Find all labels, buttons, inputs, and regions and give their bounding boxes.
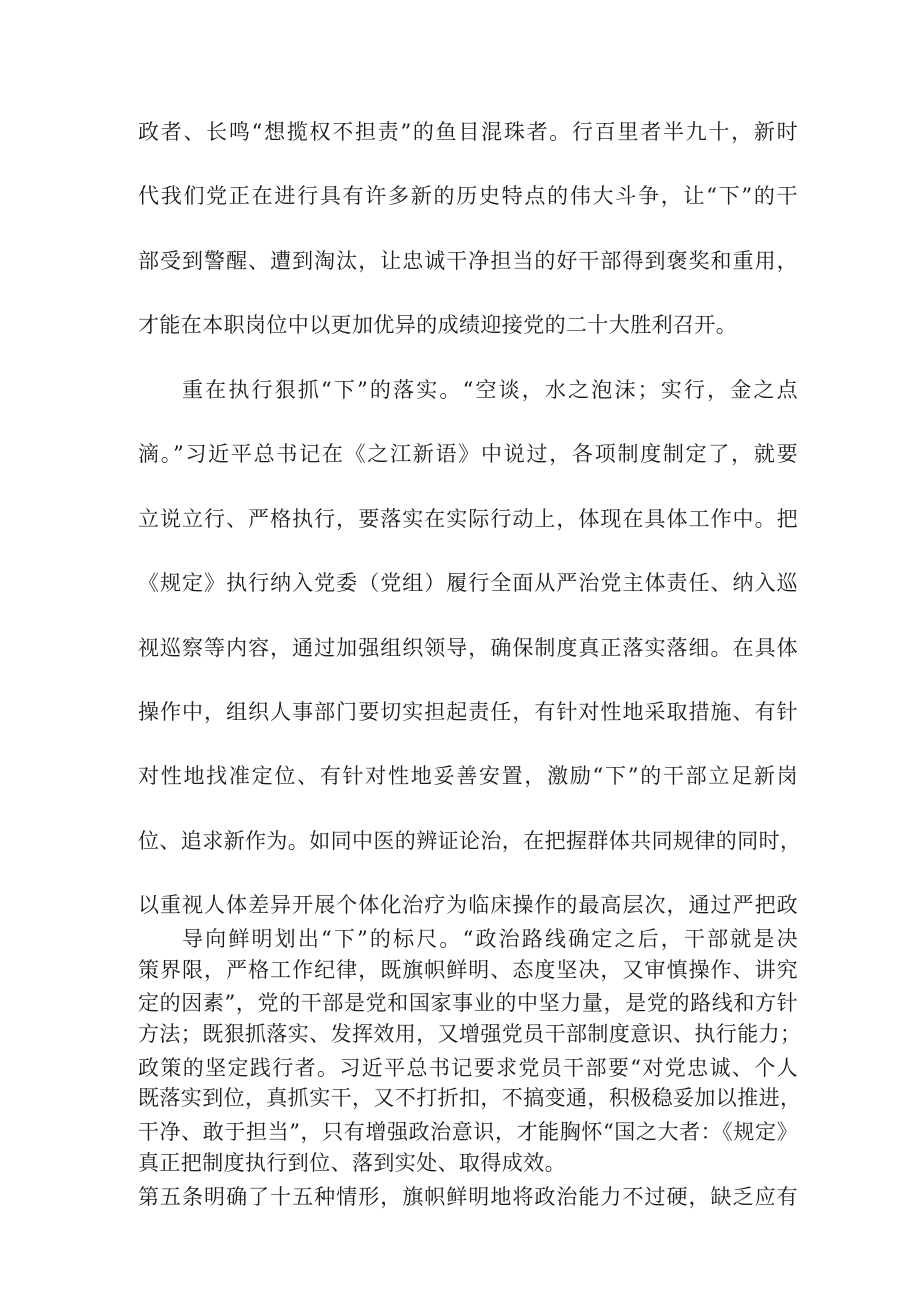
text-line: 导向鲜明划出“下”的标尺。“政治路线确定之后，干部就是决 — [182, 927, 798, 951]
text-line: 重在执行狠抓“下”的落实。“空谈，水之泡沫；实行，金之点 — [182, 378, 798, 402]
text-line: 操作中，组织人事部门要切实担起责任，有针对性地采取措施、有针 — [138, 699, 798, 724]
text-line: 立说立行、严格执行，要落实在实际行动上，体现在具体工作中。把 — [138, 506, 798, 531]
text-line: 政策的坚定践行者。习近平总书记要求党员干部要“对党忠诚、个人 — [138, 1055, 798, 1080]
text-line: 滴。”习近平总书记在《之江新语》中说过，各项制度制定了，就要 — [138, 442, 798, 467]
text-line: 代我们党正在进行具有许多新的历史特点的伟大斗争，让“下”的干 — [138, 184, 798, 209]
text-line: 对性地找准定位、有针对性地妥善安置，激励“下”的干部立足新岗 — [138, 764, 798, 789]
paragraph-1 — [138, 112, 798, 370]
text-line: 定的因素”，党的干部是党和国家事业的中坚力量，是党的路线和方针 — [138, 991, 798, 1016]
text-line: 《规定》执行纳入党委（党组）履行全面从严治党主体责任、纳入巡 — [138, 571, 798, 596]
text-line: 政者、长鸣“想揽权不担责”的鱼目混珠者。行百里者半九十，新时 — [138, 120, 798, 144]
text-line: 真正把制度执行到位、落到实处、取得成效。 — [138, 1150, 566, 1175]
text-line: 部受到警醒、遭到淘汰，让忠诚干净担当的好干部得到褒奖和重用， — [138, 248, 798, 273]
text-line: 位、追求新作为。如同中医的辨证论治，在把握群体共同规律的同时， — [138, 828, 802, 853]
text-line: 视巡察等内容，通过加强组织领导，确保制度真正落实落细。在具体 — [138, 635, 798, 660]
text-line: 第五条明确了十五种情形，旗帜鲜明地将政治能力不过硬，缺乏应有 — [138, 1184, 798, 1209]
paragraph-3 — [138, 919, 802, 1241]
text-line: 既落实到位，真抓实干，又不打折扣，不搞变通，积极稳妥加以推进， — [138, 1086, 802, 1111]
text-line: 策界限，严格工作纪律，既旗帜鲜明、态度坚决，又审慎操作、讲究 — [138, 957, 798, 982]
text-line: 以重视人体差异开展个体化治疗为临床操作的最高层次，通过严把政 — [138, 893, 798, 918]
text-line: 方法；既狠抓落实、发挥效用，又增强党员干部制度意识、执行能力； — [138, 1021, 802, 1046]
text-line: 才能在本职岗位中以更加优异的成绩迎接党的二十大胜利召开。 — [138, 313, 738, 338]
text-line: 干净、敢于担当”，只有增强政治意识，才能胸怀“国之大者：《规定》 — [138, 1120, 798, 1145]
